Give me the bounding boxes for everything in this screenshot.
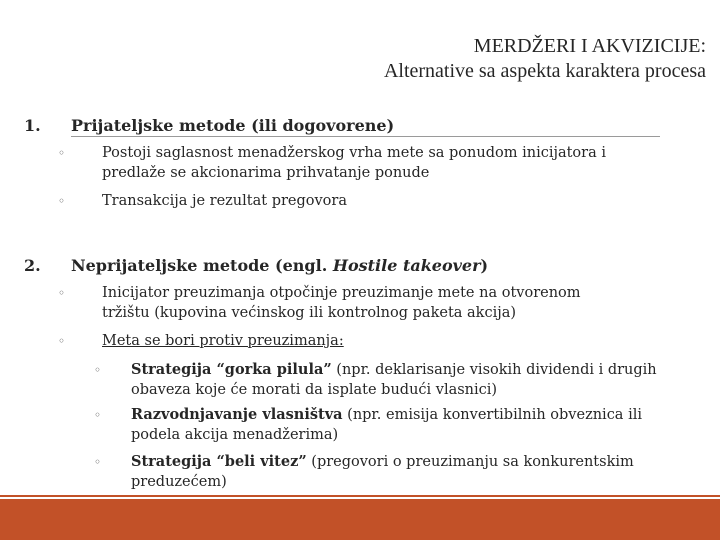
bullet-icon: ◦: [58, 194, 66, 208]
list-item-line-2: predlaže se akcionarima prihvatanje ponude: [102, 165, 430, 181]
sub-list-item-line-1: [131, 452, 711, 472]
title-line-2: Alternative sa aspekta karaktera procesa: [383, 60, 706, 82]
list-item-line-1: Transakcija je rezultat pregovora: [102, 193, 347, 209]
sub-item-text: (npr. emisija konvertibilnih obveznica ili: [342, 407, 642, 423]
list-item: [102, 191, 702, 211]
bullet-icon: ◦: [94, 408, 102, 422]
slide-title: [106, 34, 706, 84]
sub-item-title: Strategija “beli vitez”: [131, 453, 307, 470]
footer-accent-line: [0, 495, 720, 497]
bullet-icon: ◦: [58, 334, 66, 348]
section-1-number: 1.: [24, 116, 41, 135]
list-item: [102, 143, 702, 183]
bullet-icon: ◦: [94, 455, 102, 469]
sub-list-item-line-2: obaveza koje će morati da isplate budući vlasnici): [131, 382, 498, 398]
footer-accent-bar: [0, 499, 720, 540]
sub-item-text: (npr. deklarisanje visokih dividendi i drugih: [331, 362, 657, 378]
sub-list-item-line-1: [131, 405, 711, 425]
sub-item-title: Strategija “gorka pilula”: [131, 361, 332, 378]
list-item: [102, 283, 702, 323]
list-item-line-1: Meta se bori protiv preuzimanja:: [102, 333, 344, 349]
section-2-number: 2.: [24, 256, 41, 275]
sub-list-item: [131, 360, 711, 400]
sub-list-item-line-2: podela akcija menadžerima): [131, 427, 339, 443]
section-2-heading: [71, 256, 488, 275]
sub-list-item-line-2: preduzećem): [131, 474, 227, 490]
sub-item-title: Razvodnjavanje vlasništva: [131, 406, 343, 423]
section-1-heading: Prijateljske metode (ili dogovorene): [71, 116, 395, 135]
list-item-line-1: Postoji saglasnost menadžerskog vrha mete sa ponudom inicijatora i: [102, 145, 606, 161]
sub-list-item: [131, 405, 711, 445]
bullet-icon: ◦: [94, 363, 102, 377]
bullet-icon: ◦: [58, 146, 66, 160]
sub-list-item: [131, 452, 711, 492]
list-item: [102, 331, 702, 351]
sub-item-text: (pregovori o preuzimanju sa konkurentskim: [306, 454, 634, 470]
sub-list-item-line-1: [131, 360, 711, 380]
heading-text-end: ): [480, 256, 489, 275]
list-item-line-1: Inicijator preuzimanja otpočinje preuzimanje mete na otvorenom: [102, 285, 581, 301]
title-line-1: MERDŽERI I AKVIZICIJE:: [473, 35, 706, 57]
section-1-heading-rule: [71, 136, 660, 137]
bullet-icon: ◦: [58, 286, 66, 300]
list-item-line-2: tržištu (kupovina većinskog ili kontrolnog paketa akcija): [102, 305, 517, 321]
heading-italic-term: Hostile takeover: [332, 256, 481, 275]
heading-text: Neprijateljske metode (engl.: [71, 256, 333, 275]
